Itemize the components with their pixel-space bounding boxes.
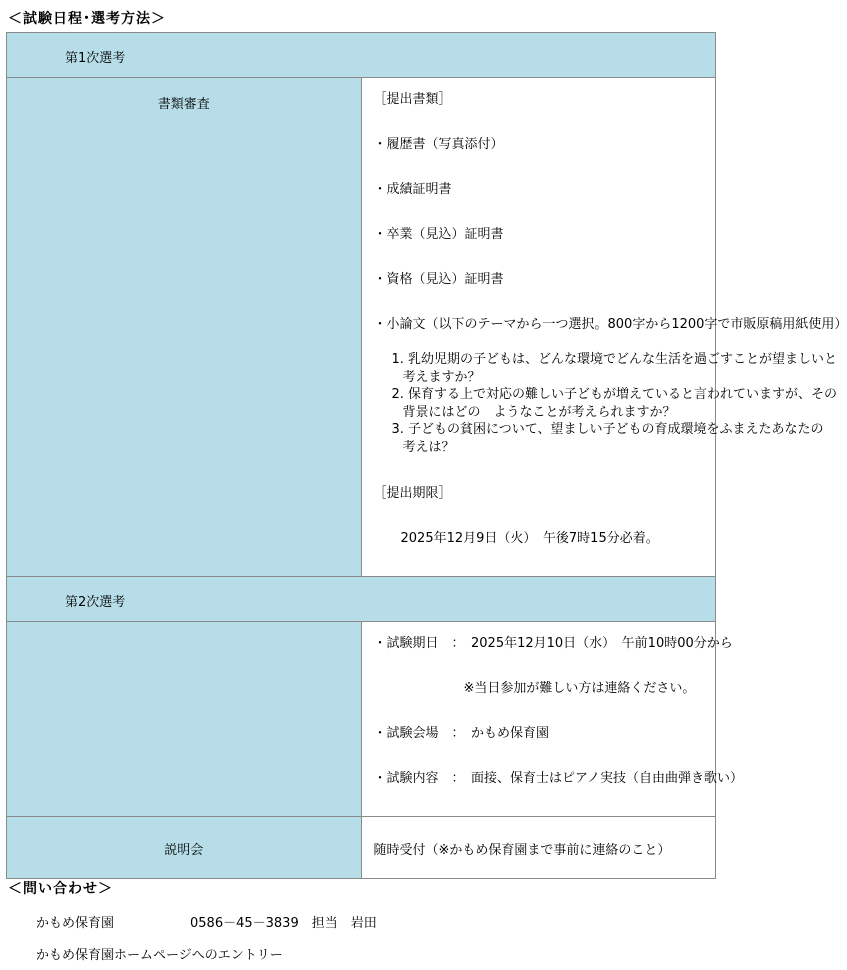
essay-theme-1-cont: 考えますか？ bbox=[402, 369, 481, 385]
contact-heading: ＜問い合わせ＞ bbox=[8, 881, 113, 897]
exam-date: ・試験期日 ： 2025年12月10日（水） 午前10時00分から bbox=[373, 636, 733, 651]
round1-title: 第1次選考 bbox=[65, 51, 126, 66]
exam-date-note: ※当日参加が難しい方は連絡ください。 bbox=[463, 681, 696, 696]
essay-theme-3: 3. 子どもの貧困について、望ましい子どもの育成環境をふまえたあなたの bbox=[391, 422, 824, 437]
doc-resume: ・履歴書（写真添付） bbox=[373, 137, 504, 152]
doc-qualification-cert: ・資格（見込）証明書 bbox=[373, 272, 504, 287]
submission-docs-heading: ［提出書類］ bbox=[373, 92, 452, 107]
briefing-label: 説明会 bbox=[164, 843, 204, 858]
round2-title: 第2次選考 bbox=[65, 595, 126, 610]
deadline-date: 2025年12月9日（火） 午後7時15分必着。 bbox=[400, 531, 659, 546]
doc-graduation-cert: ・卒業（見込）証明書 bbox=[373, 227, 504, 242]
schedule-heading: ＜試験日程･選考方法＞ bbox=[8, 11, 166, 27]
exam-content: ・試験内容 ： 面接、保育士はピアノ実技（自由曲弾き歌い） bbox=[373, 771, 743, 786]
round2-header bbox=[7, 577, 716, 622]
essay-theme-2: 2. 保育する上で対応の難しい子どもが増えていると言われていますが、その bbox=[391, 387, 838, 402]
briefing-text: 随時受付（※かもめ保育園まで事前に連絡のこと） bbox=[373, 843, 671, 858]
entry-link[interactable]: かもめ保育園ホームページへのエントリー bbox=[36, 948, 283, 963]
contact-name: かもめ保育園 bbox=[36, 916, 115, 931]
doc-essay: ・小論文（以下のテーマから一つ選択。800字から1200字で市販原稿用紙使用） bbox=[373, 317, 847, 332]
round1-content bbox=[361, 78, 847, 577]
briefing-content bbox=[361, 817, 716, 879]
schedule-table bbox=[6, 32, 847, 879]
deadline-heading: ［提出期限］ bbox=[373, 486, 452, 501]
essay-themes bbox=[374, 351, 838, 456]
essay-theme-3-cont: 考えは？ bbox=[402, 439, 455, 455]
contact-phone: 0586－45－3839 担当 岩田 bbox=[190, 916, 377, 931]
essay-theme-2-cont: 背景にはどの ようなことが考えられますか？ bbox=[402, 404, 676, 420]
doc-transcript: ・成績証明書 bbox=[373, 182, 452, 197]
round1-header bbox=[7, 33, 716, 78]
briefing-label-cell bbox=[7, 817, 362, 879]
round2-content bbox=[361, 622, 743, 817]
round2-label-cell bbox=[7, 622, 362, 817]
exam-venue: ・試験会場 ： かもめ保育園 bbox=[373, 726, 550, 741]
round1-label-cell bbox=[7, 78, 362, 577]
round1-label: 書類審査 bbox=[157, 97, 210, 112]
essay-theme-1: 1. 乳幼児期の子どもは、どんな環境でどんな生活を過ごすことが望ましいと bbox=[391, 352, 838, 367]
